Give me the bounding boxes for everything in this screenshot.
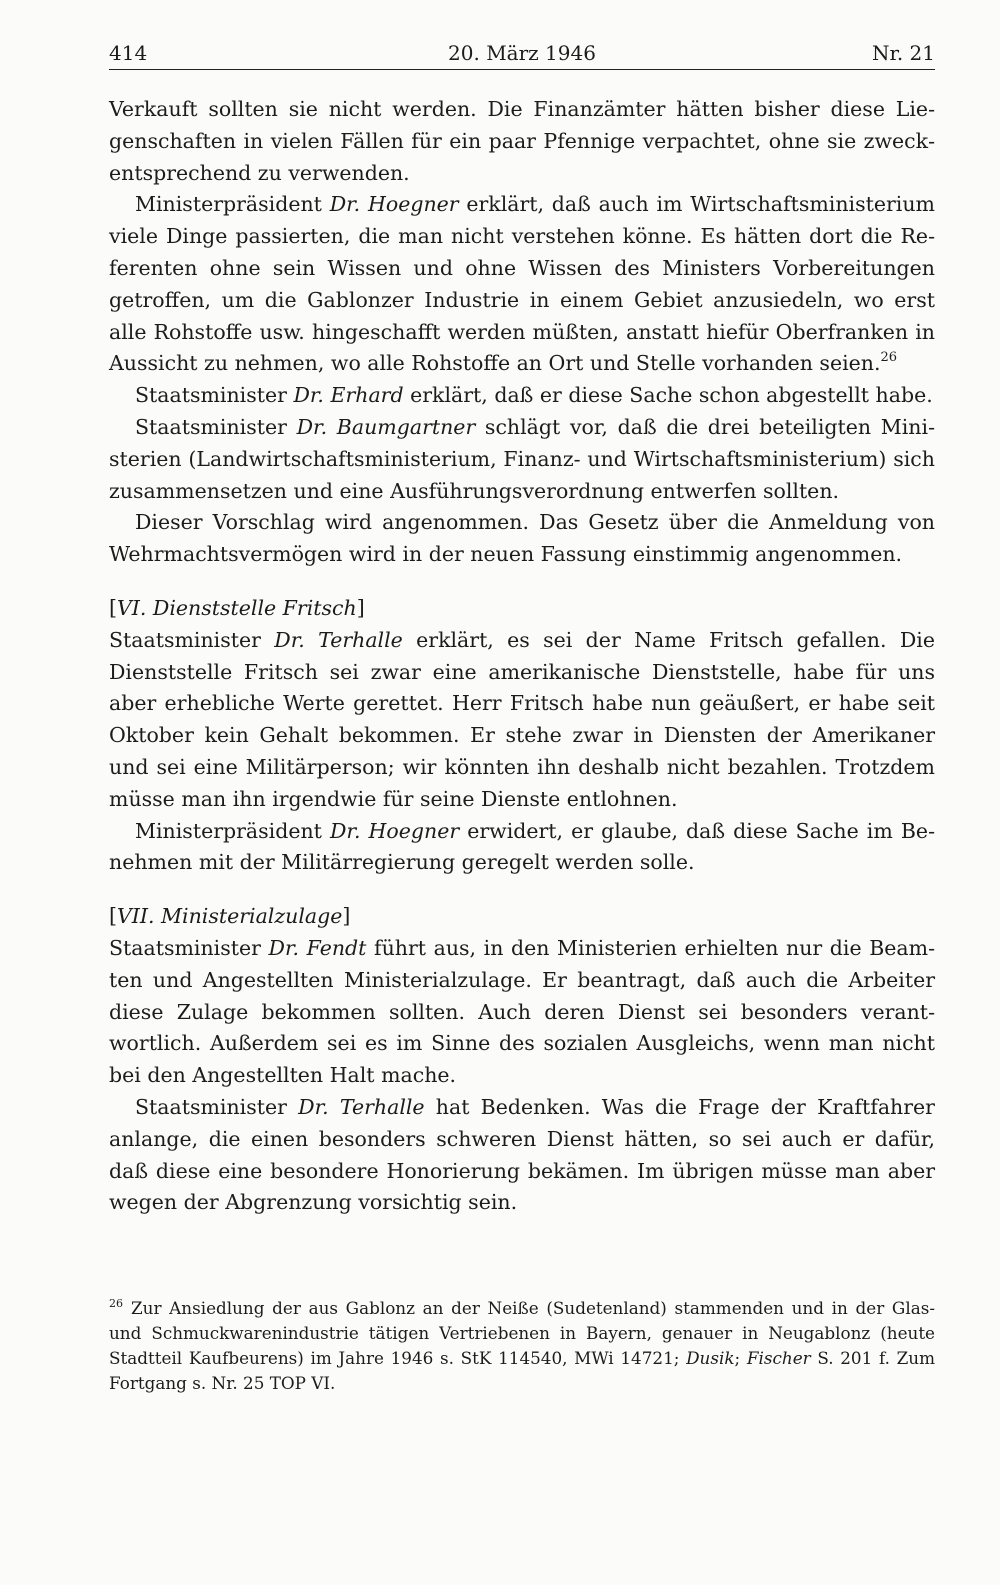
header-date: 20. März 1946 [448, 41, 596, 65]
speaker-title: Dr. [274, 627, 305, 652]
header-rule [109, 69, 935, 70]
paragraph: Dieser Vorschlag wird angenommen. Das Gesetz über die Anmeldung von Wehrmachtsvermögen wird in der neuen Fassung einstimmig angenommen. [109, 510, 935, 567]
paragraph: Ministerpräsident Dr. Hoegner erwidert, er glaube, daß diese Sache im Benehmen mit der Militärregierung geregelt werden solle. [109, 818, 935, 875]
paragraph: Staatsminister Dr. Erhard erklärt, daß er diese Sache schon abgestellt habe. [135, 383, 933, 408]
main-text [109, 94, 935, 1219]
paragraph: Staatsminister Dr. Baumgartner schlägt vor, daß die drei beteiligten Ministerien (Landwirtschaftsministerium, Finanz- und Wirtschaftsministerium) sich zusammensetzen und eine Ausführungsverordnung entwerfen sollten. [109, 414, 935, 503]
paragraph: Verkauft sollten sie nicht werden. Die Finanzämter hätten bisher diese Liegenschaften in vielen Fällen für ein paar Pfennige verpachtet, ohne sie zweckentsprechend zu verwenden. [109, 97, 935, 185]
paragraph: Staatsminister Dr. Terhalle hat Bedenken. Was die Frage der Kraftfahrer anlange, die einen besonders schweren Dienst hätten, so sei auch er dafür, daß diese eine besondere Honorierung bekämen. Im übrigen müsse man aber wegen der Abgrenzung vorsichtig sein. [109, 1094, 935, 1215]
speaker-title: Dr. [329, 192, 361, 217]
footnote-reference: 26 [880, 350, 898, 366]
paragraph: Staatsminister Dr. Terhalle erklärt, es sei der Name Fritsch gefallen. Die Dienststelle Fritsch sei zwar eine amerikanische Dienststelle, habe für uns aber erhebliche Werte gerettet. Herr Fritsch habe nun geäußert, er habe seit Oktober kein Gehalt bekommen. Er stehe zwar in Diensten der Amerikaner und sei eine Militärperson; wir könnten ihn deshalb nicht bezahlen. Trotzdem müsse man ihn irgendwie für seine Dienste entlohnen. [109, 627, 935, 811]
speaker-title: Dr. [298, 1094, 329, 1119]
speaker-name: Terhalle [318, 627, 403, 652]
speaker-name: Fendt [306, 935, 367, 960]
speaker-name: Terhalle [339, 1094, 425, 1119]
paragraph: Ministerpräsident Dr. Hoegner erklärt, daß auch im Wirtschaftsministerium viele Dinge passierten, die man nicht verstehen könne. Es hätten dort die Referenten ohne sein Wissen und ohne Wissen des Ministers Vorbereitungen getroffen, um die Gablonzer Industrie in einem Gebiet anzusiedeln, wo erst alle Rohstoffe usw. hingeschafft werden müßten, anstatt hiefür Oberfranken in Aussicht zu nehmen, wo alle Rohstoffe an Ort und Stelle vorhanden seien.$^{26}$ [109, 192, 935, 376]
footnote-number: 26 [109, 1297, 123, 1310]
paragraph: Staatsminister Dr. Fendt führt aus, in den Ministerien erhielten nur die Beamten und Angestellten Ministerialzulage. Er beantragt, daß auch die Arbeiter diese Zulage bekommen sollten. Auch deren Dienst sei besonders verantwortlich. Außerdem sei es im Sinne des sozialen Ausgleichs, wenn man nicht bei den Angestellten Halt mache. [109, 935, 935, 1088]
speaker-name: Hoegner [367, 192, 459, 217]
section-heading: [VII. Ministerialzulage] [109, 904, 351, 929]
speaker-title: Dr. [329, 818, 361, 843]
speaker-title: Dr. [293, 383, 324, 408]
footnote: $^{26}$ Zur Ansiedlung der aus Gablonz an der Neiße (Sudetenland) stammenden und in der Glas- und Schmuckwarenindustrie tätigen Vertriebenen in Bayern, genauer in Neugablonz (heute Stadtteil Kaufbeurens) im Jahre 1946 s. StK 114540, MWi 14721; Dusik; Fischer S. 201 f. Zum Fortgang s. Nr. 25 TOP VI. [109, 1297, 935, 1393]
footnotes [109, 1296, 935, 1396]
page-number: 414 [109, 41, 148, 65]
speaker-title: Dr. [296, 414, 328, 439]
speaker-name: Hoegner [368, 818, 460, 843]
section-heading: [VI. Dienststelle Fritsch] [109, 595, 365, 620]
speaker-name: Baumgartner [336, 414, 476, 439]
speaker-title: Dr. [268, 935, 300, 960]
header-issue-number: Nr. 21 [871, 41, 935, 65]
speaker-name: Erhard [330, 383, 404, 408]
